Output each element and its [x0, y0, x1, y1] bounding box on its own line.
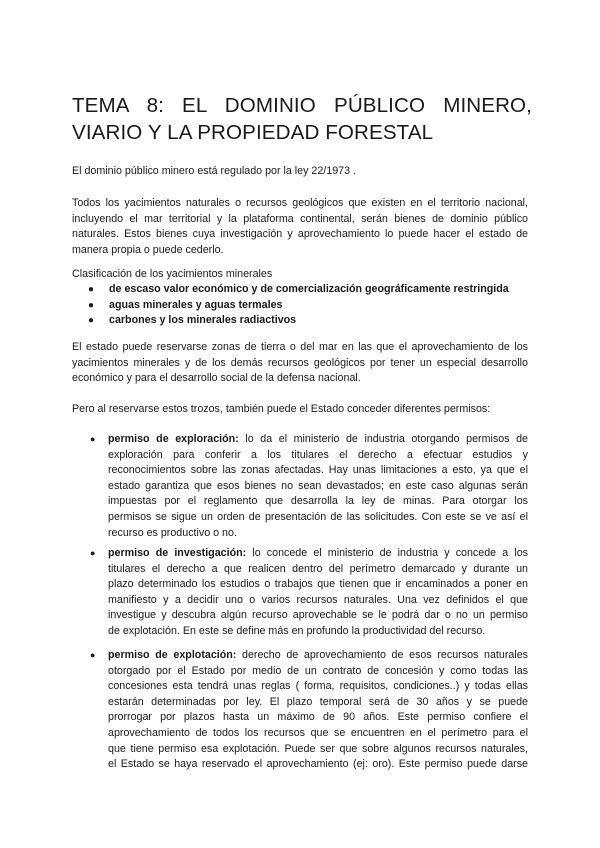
text-line: manera propia o puede cederlo.: [72, 243, 224, 256]
title-line-2: VIARIO Y LA PROPIEDAD FORESTAL: [72, 121, 434, 144]
permit-investigation: [72, 546, 528, 640]
classification-list: [72, 282, 528, 329]
list-item: ● permiso de investigación: lo concede el ministerio de industria y concede a los titulares el derecho a que realicen dentro del perímetro demarcado y durante un plazo determinado los estudios o trabajos que tienen que ir encaminados a poner en manifiesto y a decidir uno o varios recursos naturales. Una vez definidos el que investigue y descubra algún recurso aprovechable se le podrá dar o no un permiso de explotación. En este se define más en profundo la productividad del recurso.: [90, 547, 528, 637]
text-line: yacimientos minerales y de los demás recursos geológicos por tener un especial desarrollo: [72, 356, 528, 369]
text-line: económico y para el desarrollo social de la defensa nacional.: [72, 372, 361, 385]
text-line: naturales. Estos bienes cuya investigación y aprovechamiento lo puede hacer el estado de: [72, 228, 528, 241]
title-line-1: TEMA 8: EL DOMINIO PÚBLICO MINERO,: [72, 94, 532, 117]
bullet-icon: ●: [90, 548, 96, 558]
bullet-icon: ●: [90, 650, 96, 660]
text-line: incluyendo el mar territorial y la plataforma continental, serán bienes de dominio público: [72, 212, 528, 225]
paragraph-public-domain: [72, 196, 528, 258]
permit-term: permiso de explotación:: [108, 649, 237, 661]
paragraph-permits-intro: Pero al reservarse estos trozos, también puede el Estado conceder diferentes permisos:: [72, 403, 491, 415]
list-item: ● de escaso valor económico y de comercialización geográficamente restringida: [72, 282, 528, 298]
bullet-icon: ●: [88, 284, 95, 295]
permit-exploration: [72, 432, 528, 541]
permit-term: permiso de investigación:: [108, 547, 247, 559]
page-title: [72, 92, 532, 146]
bullet-icon: ●: [90, 434, 96, 444]
permit-exploitation: [72, 648, 528, 773]
bullet-icon: ●: [88, 315, 95, 327]
intro-paragraph: El dominio público minero está regulado por la ley 22/1973 .: [72, 165, 356, 177]
text-line: El estado puede reservarse zonas de tierra o del mar en las que el aprovechamiento de los: [72, 341, 528, 353]
list-item: ● carbones y los minerales radiactivos: [72, 313, 528, 329]
list-item: ● permiso de explotación: derecho de aprovechamiento de esos recursos naturales otorgado por el Estado por medio de un contrato de concesión y como todas las concesiones esta tendrá unas reglas ( forma, requisitos, condiciones..) y todas ellas estarán determinadas por ley. El plazo temporal será de 30 años y se puede prorrogar por plazos hasta un máximo de 90 años. Este permiso confiere el aprovechamiento de todos los recursos que se encuentren en el perímetro para el que tiene permiso esa explotación. Puede ser que sobre algunos recursos naturales, el Estado se haya reservado el aprovechamiento (ej: oro). Este permiso puede darse: [90, 649, 528, 771]
classification-heading: Clasificación de los yacimientos minerales: [72, 268, 273, 280]
list-item: ● permiso de exploración: lo da el ministerio de industria otorgando permisos de exploración para conferir a los titulares el derecho a efectuar estudios y reconocimientos sobre las zonas afectadas. Hay unas limitaciones a esto, ya que el estado garantiza que esos bienes no sean devastados; en este caso algunas serán impuestas por el reglamento que desarrolla la ley de minas. Para otorgar los permisos se sigue un orden de presentación de las solicitudes. Con este se ve así el recurso es productivo o no.: [90, 433, 528, 539]
text-line: Todos los yacimientos naturales o recursos geológicos que existen en el territorio nacional,: [72, 197, 528, 209]
bullet-icon: ●: [88, 299, 95, 311]
permit-term: permiso de exploración:: [108, 433, 239, 445]
list-item: ● aguas minerales y aguas termales: [72, 298, 528, 314]
paragraph-reserved-zones: [72, 340, 528, 387]
